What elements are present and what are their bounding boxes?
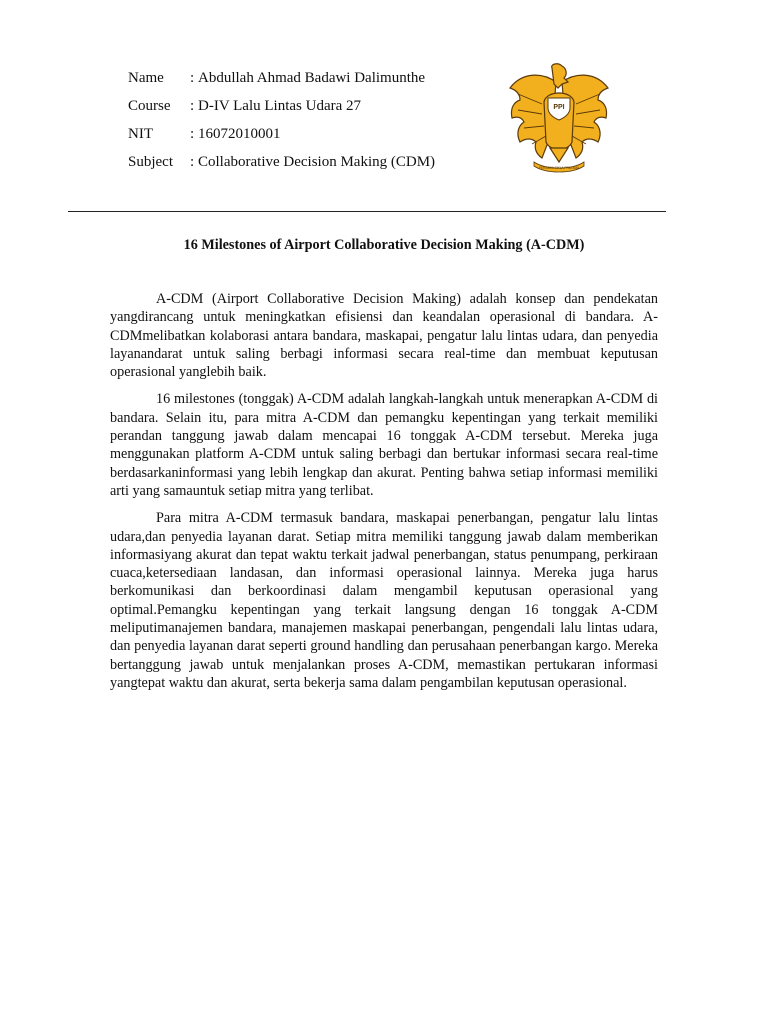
info-label: Course [128,98,171,114]
paragraph-2: 16 milestones (tonggak) A-CDM adalah langkah-langkah untuk menerapkan A-CDM di bandara. Selain itu, para mitra A-CDM dan pemangku kepentingan yang terkait memiliki perandan tanggung jawab dalam mencapai 16 tonggak A-CDM tersebut. Mereka juga menggunakan platform A-CDM untuk saling berbagi dan bertukar informasi secara real-time berdasarkaninformasi yang lebih lengkap dan akurat. Penting bahwa setiap informasi memiliki arti yang samauntuk setiap mitra yang terlibat. [110,391,658,499]
info-row-name [128,68,508,96]
info-row-subject [128,152,508,180]
header-divider [68,211,666,212]
info-value-subject: Collaborative Decision Making (CDM) [198,154,436,170]
document-title: 16 Milestones of Airport Collaborative Decision Making (A-CDM) [183,237,585,253]
svg-text:PPI: PPI [553,104,565,111]
paragraph-3: Para mitra A-CDM termasuk bandara, maskapai penerbangan, pengatur lalu lintas udara,dan penyedia layanan darat. Setiap mitra memiliki tanggung jawab dalam memberikan informasiyang akurat dan tepat waktu terkait jadwal penerbangan, status penumpang, perkiraan cuaca,ketersediaan landasan, dan informasi operasional lainnya. Mereka juga harus berkomunikasi dan berkoordinasi dalam mengambil keputusan operasional yang optimal.Pemangku kepentingan yang terkait langsung dengan 16 tonggak A-CDM meliputimanajemen bandara, manajemen maskapai penerbangan, pengendali lalu lintas udara, dan penyedia layanan darat seperti ground handling dan perusahaan penerbangan kargo. Mereka bertanggung jawab untuk menjalankan proses A-CDM, memastikan pertukaran informasi yangtepat waktu dan akurat, serta bekerja sama dalam pengambilan keputusan operasional. [110,510,658,691]
info-separator: : [190,154,195,170]
info-separator: : [190,126,195,142]
info-label: Name [128,70,164,86]
info-value-name: Abdullah Ahmad Badawi Dalimunthe [198,70,426,86]
info-label: Subject [128,154,173,170]
document-body [110,290,658,701]
info-value-course: D-IV Lalu Lintas Udara 27 [198,98,362,114]
info-label: NIT [128,126,153,142]
info-separator: : [190,98,195,114]
info-value-nit: 16072010001 [198,126,281,142]
info-row-nit [128,124,508,152]
ppi-eagle-logo-icon [506,62,612,174]
info-separator: : [190,70,195,86]
info-row-course [128,96,508,124]
svg-text:PERSADA SIKLA PRATAMA: PERSADA SIKLA PRATAMA [538,166,580,170]
student-info-block [128,68,508,180]
paragraph-1: A-CDM (Airport Collaborative Decision Making) adalah konsep dan pendekatan yangdirancang untuk meningkatkan efisiensi dan keandalan operasional di bandara. A-CDMmelibatkan kolaborasi antara bandara, maskapai, pengatur lalu lintas udara, dan penyedia layanandarat untuk saling berbagi informasi secara real-time dan membuat keputusan operasional yanglebih baik. [110,291,658,381]
